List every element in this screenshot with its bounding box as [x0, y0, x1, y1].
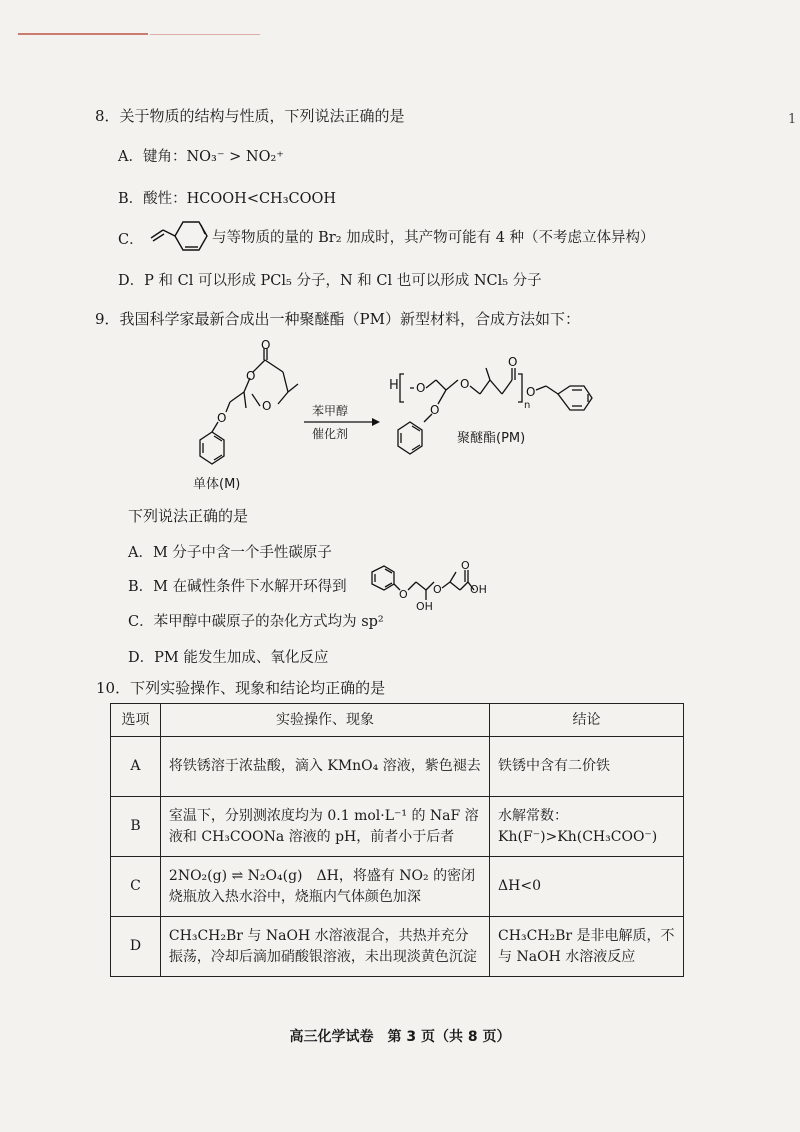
monomer-o-ether-ring: O: [262, 399, 272, 413]
polymer-o-carbonyl: O: [508, 355, 518, 369]
q9-stem: 9．我国科学家最新合成出一种聚醚酯（PM）新型材料，合成方法如下：: [95, 310, 580, 328]
table-row: [111, 917, 684, 977]
header-option: 选项: [111, 704, 161, 737]
top-edge-line-faint: [150, 34, 260, 35]
q9-prompt: 下列说法正确的是: [128, 507, 249, 525]
table-row: [111, 797, 684, 857]
q8-a-prefix: A．键角：: [118, 149, 187, 165]
q8-a-formula: NO₃⁻ > NO₂⁺: [186, 149, 284, 165]
row-option: B: [111, 797, 161, 857]
q10-stem: 10．下列实验操作、现象和结论均正确的是: [96, 679, 386, 697]
table-header-row: [111, 704, 684, 737]
polymer-o-ester: O: [526, 385, 536, 399]
row-conclusion: 水解常数：Kh(F⁻)>Kh(CH₃COO⁻): [490, 797, 684, 857]
vinylcyclohexadiene-structure: [145, 216, 215, 260]
page-footer: 高三化学试卷 第 3 页（共 8 页）: [289, 1029, 511, 1045]
product-o-phenoxy: O: [399, 588, 408, 601]
q8-option-b: B．酸性：HCOOH<CH₃COOH: [118, 191, 337, 207]
row-option: D: [111, 917, 161, 977]
monomer-m-structure: [180, 340, 310, 485]
monomer-o-phenoxy: O: [217, 411, 227, 425]
polymer-h: H: [389, 378, 399, 393]
table-row: [111, 857, 684, 917]
product-o-carbonyl: O: [461, 560, 470, 572]
q9-option-d: D．PM 能发生加成、氧化反应: [128, 650, 329, 666]
polymer-o-1: O: [416, 381, 426, 395]
row-option: C: [111, 857, 161, 917]
q8-c-prefix: C．: [118, 232, 144, 248]
row-conclusion: ΔH<0: [490, 857, 684, 917]
experiment-table: [110, 703, 684, 977]
monomer-label: 单体(M): [193, 477, 241, 492]
monomer-o-carbonyl: O: [261, 340, 271, 352]
product-oh-label: OH: [416, 600, 433, 613]
top-edge-line: [18, 33, 148, 35]
product-o-ether: O: [433, 583, 442, 596]
monomer-o-ester: O: [246, 369, 256, 383]
row-operation: 室温下，分别测浓度均为 0.1 mol·L⁻¹ 的 NaF 溶液和 CH₃COONa 溶液的 pH，前者小于后者: [160, 797, 489, 857]
q8-option-d: D．P 和 Cl 可以形成 PCl₅ 分子，N 和 Cl 也可以形成 NCl₅ 分子: [118, 273, 542, 289]
table-row: [111, 737, 684, 797]
q8-option-c-text: 与等物质的量的 Br₂ 加成时，其产物可能有 4 种（不考虑立体异构）: [212, 230, 655, 246]
row-operation: 2NO₂(g) ⇌ N₂O₄(g) ΔH，将盛有 NO₂ 的密闭烧瓶放入热水浴中，烧瓶内气体颜色加深: [160, 857, 489, 917]
row-conclusion: 铁锈中含有二价铁: [490, 737, 684, 797]
row-operation: CH₃CH₂Br 与 NaOH 水溶液混合，共热并充分振荡，冷却后滴加硝酸银溶液，未出现淡黄色沉淀: [160, 917, 489, 977]
q9-option-a: A．M 分子中含一个手性碳原子: [128, 545, 332, 561]
q8-stem: 8．关于物质的结构与性质，下列说法正确的是: [95, 107, 405, 125]
polymer-label: 聚醚酯(PM): [457, 431, 526, 446]
reagent-catalyst: 催化剂: [312, 427, 349, 441]
row-operation: 将铁锈溶于浓盐酸，滴入 KMnO₄ 溶液，紫色褪去: [160, 737, 489, 797]
q9-option-c: C．苯甲醇中碳原子的杂化方式均为 sp²: [128, 614, 384, 630]
q8-option-c: [118, 230, 144, 250]
q8-option-a: [118, 147, 284, 167]
edge-mark: 1: [788, 112, 797, 127]
polymer-o-3: O: [430, 403, 440, 417]
header-conclusion: 结论: [490, 704, 684, 737]
row-conclusion: CH₃CH₂Br 是非电解质，不与 NaOH 水溶液反应: [490, 917, 684, 977]
reagent-benzyl-alcohol: 苯甲醇: [312, 404, 349, 418]
row-option: A: [111, 737, 161, 797]
product-cooh-label: OH: [470, 583, 487, 596]
header-operation: 实验操作、现象: [160, 704, 489, 737]
polymer-o-2: O: [460, 377, 470, 391]
polymer-n: n: [524, 400, 531, 411]
q9-option-b: B．M 在碱性条件下水解开环得到: [128, 579, 347, 595]
